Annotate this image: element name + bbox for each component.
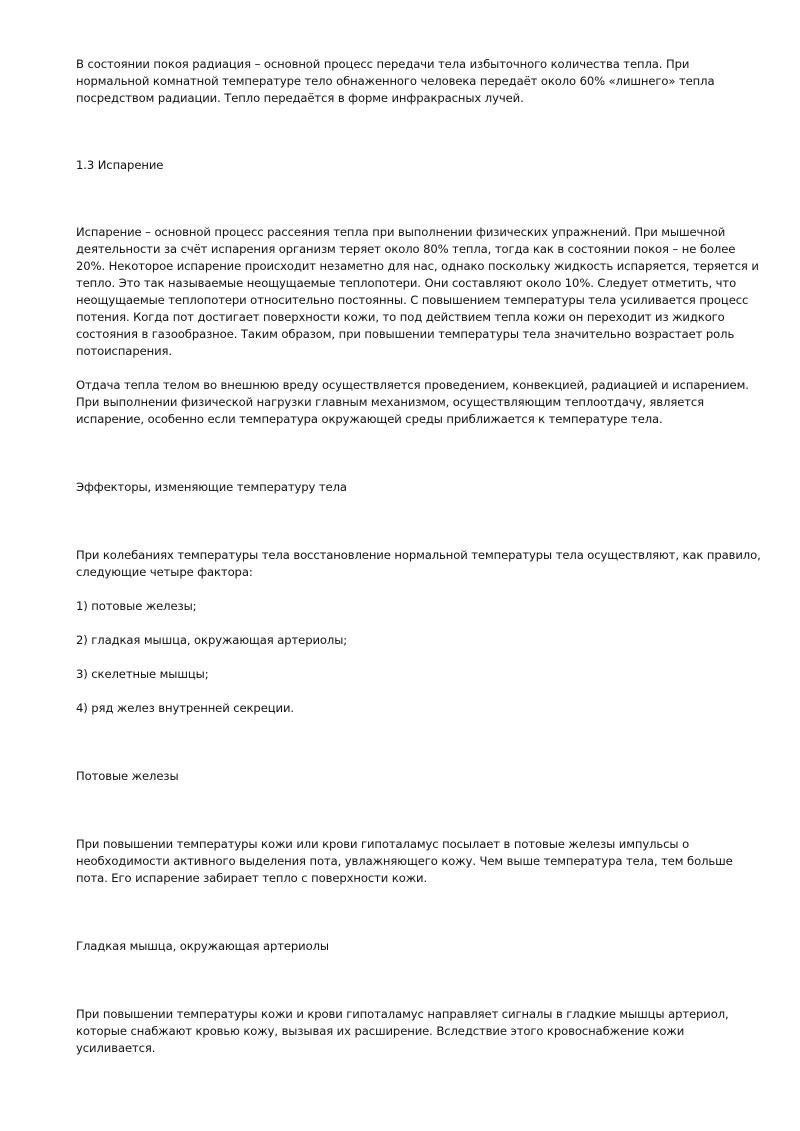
effectors-heading: Эффекторы, изменяющие температуру тела bbox=[76, 480, 347, 494]
sweat-glands-heading: Потовые железы bbox=[76, 769, 179, 783]
effectors-list-item-2: 2) гладкая мышца, окружающая артериолы; bbox=[76, 633, 348, 647]
effectors-list-item-1: 1) потовые железы; bbox=[76, 599, 197, 613]
evaporation-heading: 1.3 Испарение bbox=[76, 158, 164, 172]
smooth-muscle-heading: Гладкая мышца, окружающая артериолы bbox=[76, 939, 329, 953]
intro-paragraph: В состоянии покоя радиация – основной процесс передачи тела избыточного количества тепла. При нормальной комнатной температуре тело обнаженного человека передаёт около 60% «лишнего» тепла посредством радиации. Тепло передаётся в форме инфракрасных лучей. bbox=[76, 57, 715, 105]
sweat-glands-paragraph: При повышении температуры кожи или крови гипоталамус посылает в потовые железы импульсы о необходимости активного выделения пота, увлажняющего кожу. Чем выше температура тела, тем больше пота. Его испарение забирает тепло с поверхности кожи. bbox=[76, 837, 733, 885]
effectors-paragraph: При колебаниях температуры тела восстановление нормальной температуры тела осуществляют, как правило, следующие четыре фактора: bbox=[76, 548, 761, 579]
evaporation-paragraph-2: Отдача тепла телом во внешнюю вреду осуществляется проведением, конвекцией, радиацией и испарением. При выполнении физической нагрузки главным механизмом, осуществляющим теплоотдачу, является испарение, особенно если температура окружающей среды приближается к температуре тела. bbox=[76, 378, 749, 426]
effectors-list-item-3: 3) скелетные мышцы; bbox=[76, 667, 209, 681]
effectors-list-item-4: 4) ряд желез внутренней секреции. bbox=[76, 701, 294, 715]
document-page bbox=[76, 56, 766, 1057]
smooth-muscle-paragraph: При повышении температуры кожи и крови гипоталамус направляет сигналы в гладкие мышцы артериол, которые снабжают кровью кожу, вызывая их расширение. Вследствие этого кровоснабжение кожи усиливается. bbox=[76, 1007, 729, 1055]
evaporation-paragraph-1: Испарение – основной процесс рассеяния тепла при выполнении физических упражнений. При мышечной деятельности за счёт испарения организм теряет около 80% тепла, тогда как в состоянии покоя – не более 20%. Некоторое испарение происходит незаметно для нас, однако поскольку жидкость испаряется, теряется и тепло. Это так называемые неощущаемые теплопотери. Они составляют около 10%. Следует отметить, что неощущаемые теплопотери относительно постоянны. С повышением температуры тела усиливается процесс потения. Когда пот достигает поверхности кожи, то под действием тепла кожи он переходит из жидкого состояния в газообразное. Таким образом, при повышении температуры тела значительно возрастает роль потоиспарения. bbox=[76, 225, 759, 358]
